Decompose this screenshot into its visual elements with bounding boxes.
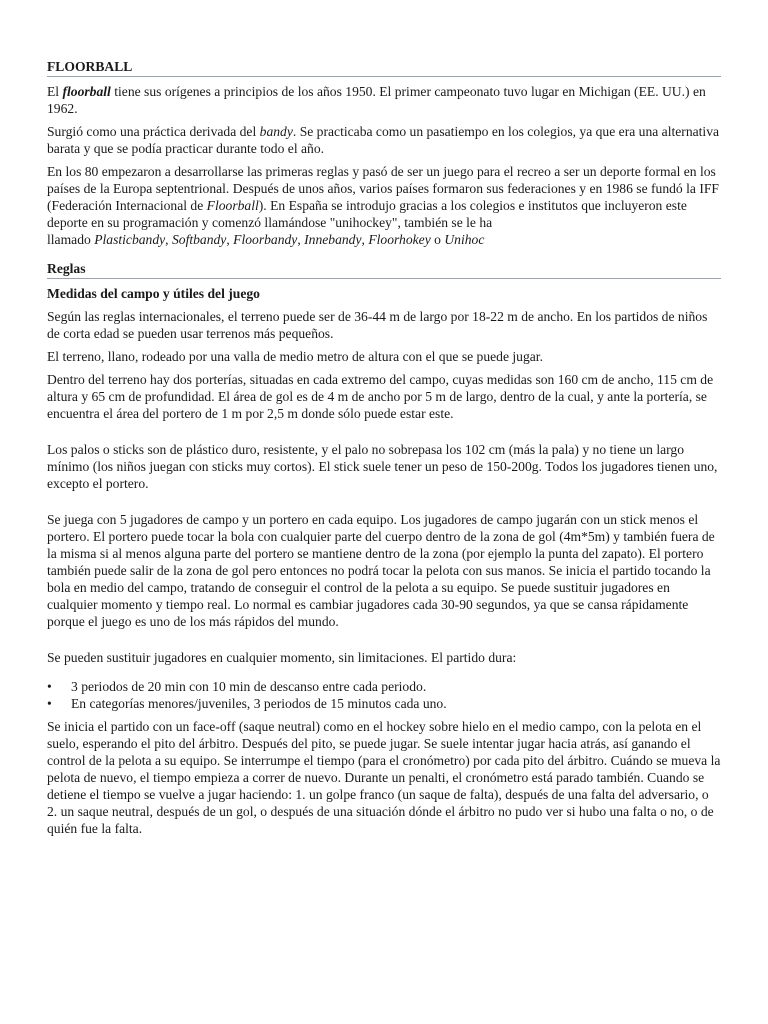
reglas-paragraph-2: El terreno, llano, rodeado por una valla de medio metro de altura con el que se puede jugar. xyxy=(47,349,543,364)
intro-paragraph-4: llamado Plasticbandy, Softbandy, Floorbandy, Innebandy, Floorhokey o Unihoc xyxy=(47,232,485,247)
subsection-heading-medidas: Medidas del campo y útiles del juego xyxy=(47,286,260,301)
floorball-term-2: Floorball xyxy=(206,198,259,213)
reglas-paragraph-6: Se pueden sustituir jugadores en cualquier momento, sin limitaciones. El partido dura: xyxy=(47,650,517,665)
list-item: • 3 periodos de 20 min con 10 min de descanso entre cada periodo. xyxy=(47,679,427,694)
list-item: • En categorías menores/juveniles, 3 periodos de 15 minutos cada uno. xyxy=(47,696,447,711)
bullet-icon: • xyxy=(47,679,52,694)
reglas-paragraph-1: Según las reglas internacionales, el terreno puede ser de 36-44 m de largo por 18-22 m de ancho. En los partidos de niños de corta edad se pueden usar terrenos más pequeños. xyxy=(47,309,708,341)
floorball-term: floorball xyxy=(62,84,111,99)
reglas-paragraph-3: Dentro del terreno hay dos porterías, situadas en cada extremo del campo, cuyas medidas son 160 cm de ancho, 115 cm de altura y 65 cm de profundidad. El área de gol es de 4 m de ancho por 5 m de largo, dentro de la cual, y ante la portería, se encuentra el área del portero de 1 m por 2,5 m donde sólo puede estar este. xyxy=(47,372,714,421)
document-body xyxy=(47,58,721,837)
reglas-paragraph-5: Se juega con 5 jugadores de campo y un portero en cada equipo. Los jugadores de campo jugarán con un stick menos el portero. El portero puede tocar la bola con cualquier parte del cuerpo dentro de la zona de gol (4m*5m) y también fuera de la misma si al menos alguna parte del portero se mantiene dentro de la zona (por ejemplo la punta del zapato). El portero también puede salir de la zona de gol pero entonces no podrá tocar la pelota con sus manos. Se inicia el partido tocando la bola en medio del campo, tratando de conseguir el control de la pelota a su equipo. Se puede sustituir jugadores en cualquier momento y tiempo real. Lo normal es cambiar jugadores cada 30-90 segundos, ya que se cansa rápidamente porque el juego es uno de los más rápidos del mundo. xyxy=(47,512,715,629)
section-heading-reglas: Reglas xyxy=(47,260,721,279)
page-title: FLOORBALL xyxy=(47,58,721,77)
bullet-icon: • xyxy=(47,696,52,711)
intro-paragraph-3: En los 80 empezaron a desarrollarse las primeras reglas y pasó de ser un juego para el recreo a ser un deporte formal en los países de la Europa septentrional. Después de unos años, varios países formaron sus federaciones y en 1986 se fundó la IFF (Federación Internacional de Floorball). En España se introdujo gracias a los colegios e institutos que incluyeron este deporte en su programación y comenzó llamándose "unihockey", también se le ha xyxy=(47,164,719,230)
intro-paragraph-2: Surgió como una práctica derivada del bandy. Se practicaba como un pasatiempo en los colegios, ya que era una alternativa barata y que se podía practicar durante todo el año. xyxy=(47,124,720,156)
duration-list xyxy=(47,678,721,712)
bandy-term: bandy xyxy=(259,124,293,139)
reglas-paragraph-4: Los palos o sticks son de plástico duro, resistente, y el palo no sobrepasa los 102 cm (más la pala) y no tiene un largo mínimo (los niños juegan con sticks muy cortos). El stick suele tener un peso de 150-200g. Todos los jugadores tienen uno, excepto el portero. xyxy=(47,442,718,491)
intro-paragraph-1: El floorball tiene sus orígenes a principios de los años 1950. El primer campeonato tuvo lugar en Michigan (EE. UU.) en 1962. xyxy=(47,84,706,116)
reglas-paragraph-7: Se inicia el partido con un face-off (saque neutral) como en el hockey sobre hielo en el medio campo, con la pelota en el suelo, esperando el pito del árbitro. Después del pito, se puede jugar. Se suele intentar jugar hacia atrás, así ganando el control de la pelota a su equipo. Se interrumpe el tiempo (para el cronómetro) por cada pito del árbitro. Cuándo se mueva la pelota de nuevo, el tiempo empieza a correr de nuevo. Durante un penalti, el cronómetro está parado también. Cuando se detiene el tiempo se vuelve a jugar haciendo: 1. un golpe franco (un saque de falta), después de una falta del adversario, o 2. un saque neutral, después de un gol, o después de una situación dónde el árbitro no pudo ver si hubo una falta o no, o de quién fue la falta. xyxy=(47,719,721,836)
